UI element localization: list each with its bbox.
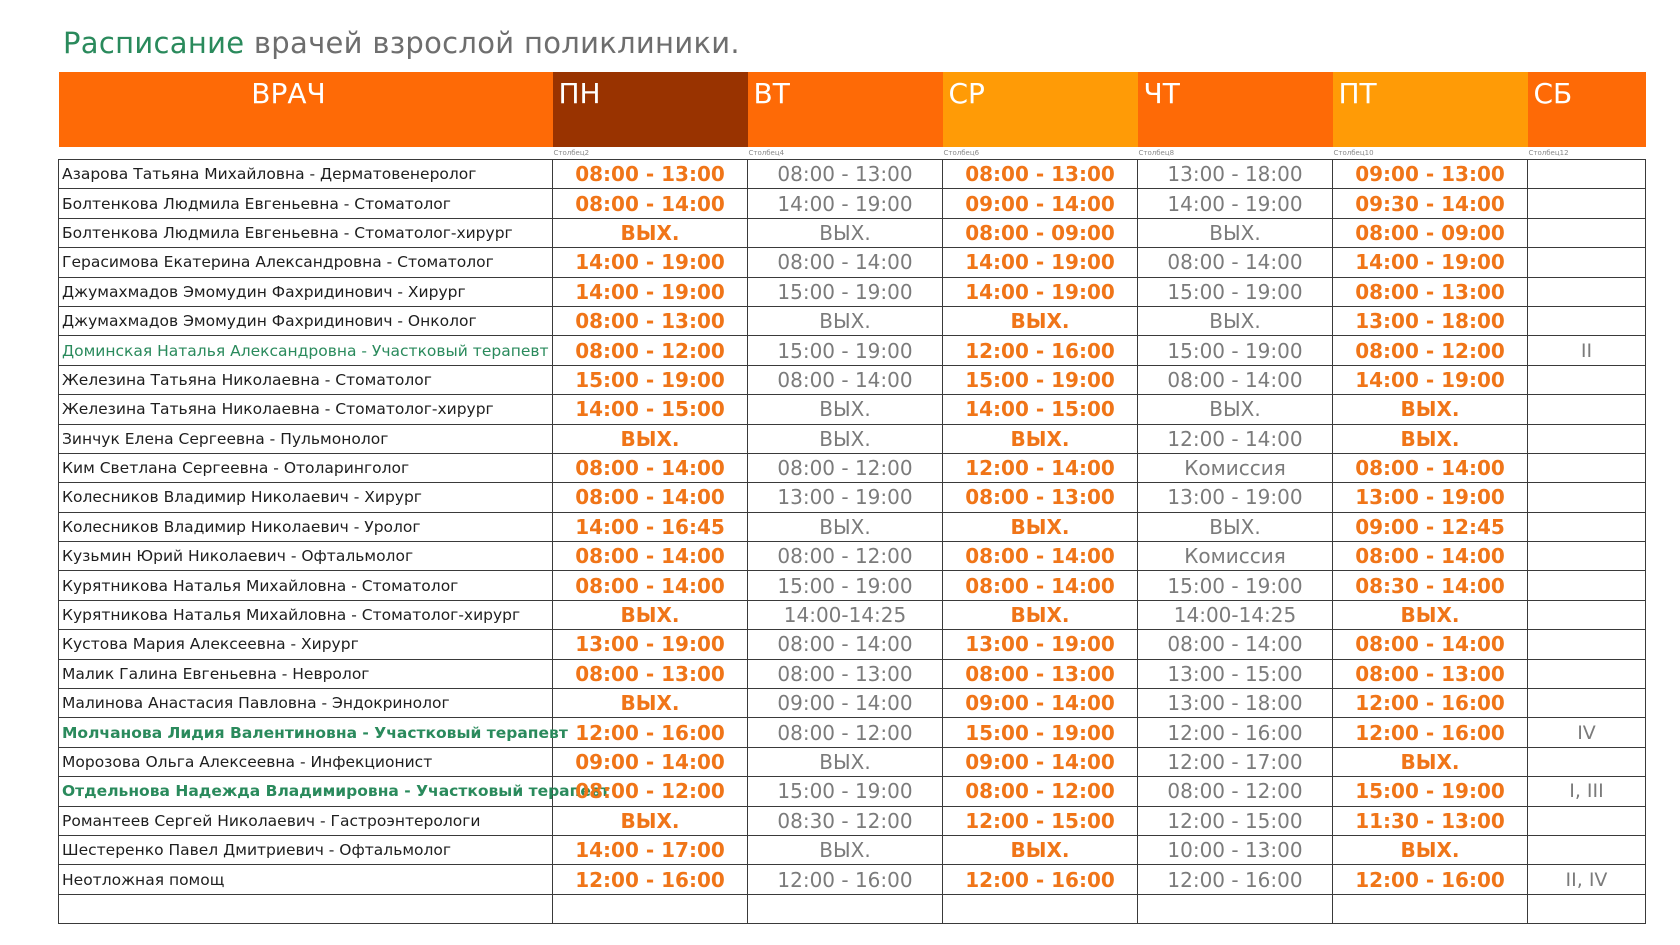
- saturday-cell[interactable]: [1528, 277, 1646, 306]
- saturday-cell[interactable]: [1528, 424, 1646, 453]
- schedule-cell[interactable]: 09:00 - 14:00: [943, 689, 1138, 718]
- saturday-cell[interactable]: [1528, 689, 1646, 718]
- table-row: [59, 542, 1646, 571]
- schedule-cell[interactable]: 12:00 - 17:00: [1138, 747, 1333, 776]
- saturday-cell[interactable]: II, IV: [1528, 865, 1646, 894]
- header-day[interactable]: СБ: [1528, 72, 1646, 147]
- doctor-cell[interactable]: Кузьмин Юрий Николаевич - Офтальмолог: [59, 542, 553, 571]
- table-row: [59, 365, 1646, 394]
- schedule-cell[interactable]: ВЫХ.: [1333, 600, 1528, 629]
- schedule-table: [58, 72, 1646, 924]
- schedule-cell[interactable]: 08:30 - 14:00: [1333, 571, 1528, 600]
- subheader-cell: Столбец12: [1528, 149, 1569, 157]
- schedule-cell[interactable]: 08:00 - 14:00: [553, 542, 748, 571]
- schedule-cell[interactable]: 08:00 - 12:00: [748, 542, 943, 571]
- schedule-cell[interactable]: 08:00 - 14:00: [553, 189, 748, 218]
- table-row: [59, 865, 1646, 894]
- schedule-cell[interactable]: ВЫХ.: [1333, 747, 1528, 776]
- table-row: [59, 718, 1646, 747]
- schedule-cell[interactable]: 08:00 - 14:00: [1138, 630, 1333, 659]
- schedule-cell[interactable]: ВЫХ.: [748, 835, 943, 864]
- schedule-cell[interactable]: 08:00 - 12:00: [1138, 777, 1333, 806]
- table-row: [59, 747, 1646, 776]
- doctor-cell[interactable]: Джумахмадов Эмомудин Фахридинович - Онколог: [59, 306, 553, 335]
- table-row: [59, 483, 1646, 512]
- doctor-cell[interactable]: Малик Галина Евгеньевна - Невролог: [59, 659, 553, 688]
- schedule-cell[interactable]: 08:00 - 13:00: [943, 483, 1138, 512]
- schedule-cell[interactable]: 12:00 - 15:00: [943, 806, 1138, 835]
- schedule-cell[interactable]: 08:00 - 14:00: [553, 483, 748, 512]
- schedule-cell[interactable]: 08:00 - 14:00: [1138, 248, 1333, 277]
- schedule-cell[interactable]: ВЫХ.: [748, 424, 943, 453]
- schedule-cell[interactable]: ВЫХ.: [943, 600, 1138, 629]
- schedule-cell[interactable]: 08:00 - 14:00: [1333, 630, 1528, 659]
- schedule-cell[interactable]: 11:30 - 13:00: [1333, 806, 1528, 835]
- table-row: [59, 835, 1646, 864]
- schedule-cell[interactable]: 14:00 - 19:00: [553, 248, 748, 277]
- schedule-cell[interactable]: 15:00 - 19:00: [748, 571, 943, 600]
- schedule-cell[interactable]: 08:00 - 12:00: [943, 777, 1138, 806]
- schedule-cell[interactable]: 08:00 - 14:00: [748, 630, 943, 659]
- schedule-cell[interactable]: 14:00 - 19:00: [748, 189, 943, 218]
- saturday-cell[interactable]: II: [1528, 336, 1646, 365]
- schedule-cell[interactable]: [553, 894, 748, 923]
- schedule-cell[interactable]: ВЫХ.: [553, 424, 748, 453]
- table-row: [59, 689, 1646, 718]
- schedule-cell[interactable]: 08:00 - 14:00: [943, 571, 1138, 600]
- table-row: [59, 600, 1646, 629]
- doctor-cell[interactable]: Железина Татьяна Николаевна - Стоматолог-хирург: [59, 395, 553, 424]
- schedule-cell[interactable]: 15:00 - 19:00: [1138, 571, 1333, 600]
- schedule-cell[interactable]: 08:00 - 13:00: [748, 160, 943, 189]
- subheader-row: [59, 147, 1646, 160]
- doctor-cell[interactable]: Морозова Ольга Алексеевна - Инфекционист: [59, 747, 553, 776]
- table-row: [59, 424, 1646, 453]
- subheader-cell: [59, 147, 553, 160]
- schedule-cell[interactable]: ВЫХ.: [553, 689, 748, 718]
- schedule-cell[interactable]: 12:00 - 16:00: [943, 865, 1138, 894]
- schedule-cell[interactable]: 08:00 - 12:00: [748, 453, 943, 482]
- schedule-cell[interactable]: 08:00 - 12:00: [748, 718, 943, 747]
- schedule-cell[interactable]: ВЫХ.: [553, 806, 748, 835]
- schedule-cell[interactable]: ВЫХ.: [1138, 512, 1333, 541]
- schedule-cell[interactable]: ВЫХ.: [943, 306, 1138, 335]
- schedule-cell[interactable]: ВЫХ.: [1333, 835, 1528, 864]
- schedule-cell[interactable]: 15:00 - 19:00: [748, 777, 943, 806]
- saturday-cell[interactable]: [1528, 248, 1646, 277]
- schedule-cell[interactable]: 08:00 - 14:00: [1333, 453, 1528, 482]
- schedule-cell[interactable]: 08:00 - 13:00: [1333, 659, 1528, 688]
- schedule-cell[interactable]: 08:00 - 14:00: [748, 248, 943, 277]
- schedule-cell[interactable]: 15:00 - 19:00: [1333, 777, 1528, 806]
- doctor-cell[interactable]: Отдельнова Надежда Владимировна - Участковый терапевт: [59, 777, 553, 806]
- doctor-cell[interactable]: Молчанова Лидия Валентиновна - Участковый терапевт: [59, 718, 553, 747]
- subheader-cell: Столбец6: [943, 149, 980, 157]
- doctor-cell[interactable]: Колесников Владимир Николаевич - Хирург: [59, 483, 553, 512]
- subheader-cell: Столбец8: [1138, 149, 1175, 157]
- schedule-cell[interactable]: 15:00 - 19:00: [1138, 336, 1333, 365]
- schedule-cell[interactable]: 12:00 - 16:00: [1333, 689, 1528, 718]
- saturday-cell[interactable]: [1528, 453, 1646, 482]
- schedule-cell[interactable]: 12:00 - 16:00: [1333, 718, 1528, 747]
- schedule-cell[interactable]: ВЫХ.: [1333, 395, 1528, 424]
- schedule-cell[interactable]: 09:00 - 14:00: [943, 189, 1138, 218]
- table-row: [59, 336, 1646, 365]
- schedule-cell[interactable]: 14:00 - 19:00: [1333, 365, 1528, 394]
- schedule-cell[interactable]: 13:00 - 19:00: [748, 483, 943, 512]
- doctor-cell[interactable]: [59, 894, 553, 923]
- doctor-cell[interactable]: Неотложная помощ: [59, 865, 553, 894]
- table-row: [59, 777, 1646, 806]
- doctor-cell[interactable]: Малинова Анастасия Павловна - Эндокринолог: [59, 689, 553, 718]
- table-row: [59, 659, 1646, 688]
- schedule-cell[interactable]: 09:30 - 14:00: [1333, 189, 1528, 218]
- schedule-cell[interactable]: 08:00 - 13:00: [748, 659, 943, 688]
- schedule-cell[interactable]: 14:00 - 19:00: [1138, 189, 1333, 218]
- table-row: [59, 806, 1646, 835]
- schedule-cell[interactable]: 13:00 - 19:00: [553, 630, 748, 659]
- schedule-cell[interactable]: Комиссия: [1138, 453, 1333, 482]
- table-row: [59, 277, 1646, 306]
- doctor-cell[interactable]: Курятникова Наталья Михайловна - Стоматолог: [59, 571, 553, 600]
- schedule-cell[interactable]: 14:00 - 16:45: [553, 512, 748, 541]
- header-day[interactable]: ЧТ: [1138, 72, 1333, 147]
- saturday-cell[interactable]: [1528, 365, 1646, 394]
- schedule-cell[interactable]: 09:00 - 14:00: [553, 747, 748, 776]
- schedule-cell[interactable]: 15:00 - 19:00: [943, 365, 1138, 394]
- schedule-cell[interactable]: 09:00 - 13:00: [1333, 160, 1528, 189]
- schedule-cell[interactable]: 08:00 - 14:00: [553, 571, 748, 600]
- schedule-cell[interactable]: 08:00 - 14:00: [748, 365, 943, 394]
- schedule-cell[interactable]: Комиссия: [1138, 542, 1333, 571]
- schedule-cell[interactable]: [1333, 894, 1528, 923]
- subheader-cell: Столбец2: [553, 149, 590, 157]
- schedule-cell[interactable]: 14:00 - 15:00: [943, 395, 1138, 424]
- schedule-cell[interactable]: 08:00 - 13:00: [553, 160, 748, 189]
- schedule-cell[interactable]: 08:00 - 13:00: [553, 306, 748, 335]
- schedule-cell[interactable]: 08:30 - 12:00: [748, 806, 943, 835]
- schedule-cell[interactable]: 14:00 - 15:00: [553, 395, 748, 424]
- table-row: [59, 894, 1646, 923]
- doctor-cell[interactable]: Курятникова Наталья Михайловна - Стоматолог-хирург: [59, 600, 553, 629]
- saturday-cell[interactable]: [1528, 835, 1646, 864]
- subheader-cell: Столбец10: [1333, 149, 1374, 157]
- header-row: [59, 72, 1646, 147]
- schedule-cell[interactable]: 12:00 - 16:00: [748, 865, 943, 894]
- schedule-cell[interactable]: [1138, 894, 1333, 923]
- schedule-cell[interactable]: ВЫХ.: [748, 395, 943, 424]
- schedule-cell[interactable]: 08:00 - 14:00: [1333, 542, 1528, 571]
- schedule-cell[interactable]: 08:00 - 14:00: [553, 453, 748, 482]
- table-row: [59, 218, 1646, 247]
- schedule-sheet: [58, 72, 1645, 922]
- saturday-cell[interactable]: I, III: [1528, 777, 1646, 806]
- table-row: [59, 453, 1646, 482]
- schedule-cell[interactable]: 08:00 - 13:00: [1333, 277, 1528, 306]
- schedule-cell[interactable]: ВЫХ.: [1138, 218, 1333, 247]
- schedule-cell[interactable]: 12:00 - 16:00: [1333, 865, 1528, 894]
- header-day[interactable]: ПН: [553, 72, 748, 147]
- subheader-cell: Столбец4: [748, 149, 785, 157]
- schedule-cell[interactable]: 15:00 - 19:00: [748, 277, 943, 306]
- schedule-cell[interactable]: ВЫХ.: [748, 512, 943, 541]
- doctor-cell[interactable]: Герасимова Екатерина Александровна - Стоматолог: [59, 248, 553, 277]
- saturday-cell[interactable]: [1528, 395, 1646, 424]
- schedule-cell[interactable]: 12:00 - 16:00: [1138, 865, 1333, 894]
- doctor-cell[interactable]: Болтенкова Людмила Евгеньевна - Стоматолог-хирург: [59, 218, 553, 247]
- saturday-cell[interactable]: [1528, 600, 1646, 629]
- schedule-cell[interactable]: 13:00 - 19:00: [1333, 483, 1528, 512]
- page-title-accent: Расписание: [63, 26, 245, 60]
- schedule-cell[interactable]: 12:00 - 15:00: [1138, 806, 1333, 835]
- schedule-cell[interactable]: 14:00-14:25: [1138, 600, 1333, 629]
- doctor-cell[interactable]: Азарова Татьяна Михайловна - Дерматовенеролог: [59, 160, 553, 189]
- header-day[interactable]: СР: [943, 72, 1138, 147]
- schedule-cell[interactable]: ВЫХ.: [1138, 306, 1333, 335]
- schedule-cell[interactable]: ВЫХ.: [943, 512, 1138, 541]
- schedule-cell[interactable]: ВЫХ.: [1138, 395, 1333, 424]
- saturday-cell[interactable]: [1528, 306, 1646, 335]
- table-row: [59, 160, 1646, 189]
- schedule-cell[interactable]: 08:00 - 14:00: [1138, 365, 1333, 394]
- schedule-cell[interactable]: [748, 894, 943, 923]
- schedule-cell[interactable]: 10:00 - 13:00: [1138, 835, 1333, 864]
- schedule-cell[interactable]: 08:00 - 12:00: [553, 777, 748, 806]
- doctor-cell[interactable]: Кустова Мария Алексеевна - Хирург: [59, 630, 553, 659]
- saturday-cell[interactable]: [1528, 218, 1646, 247]
- schedule-cell[interactable]: 12:00 - 16:00: [553, 865, 748, 894]
- schedule-cell[interactable]: 13:00 - 18:00: [1138, 689, 1333, 718]
- doctor-cell[interactable]: Доминская Наталья Александровна - Участковый терапевт: [59, 336, 553, 365]
- table-row: [59, 571, 1646, 600]
- schedule-cell[interactable]: 14:00 - 17:00: [553, 835, 748, 864]
- saturday-cell[interactable]: [1528, 483, 1646, 512]
- schedule-cell[interactable]: 08:00 - 12:00: [1333, 336, 1528, 365]
- schedule-cell[interactable]: 08:00 - 09:00: [1333, 218, 1528, 247]
- schedule-cell[interactable]: 12:00 - 16:00: [553, 718, 748, 747]
- schedule-cell[interactable]: 14:00 - 19:00: [943, 277, 1138, 306]
- saturday-cell[interactable]: [1528, 189, 1646, 218]
- saturday-cell[interactable]: [1528, 571, 1646, 600]
- saturday-cell[interactable]: [1528, 806, 1646, 835]
- schedule-cell[interactable]: 12:00 - 14:00: [1138, 424, 1333, 453]
- saturday-cell[interactable]: [1528, 894, 1646, 923]
- schedule-cell[interactable]: 08:00 - 09:00: [943, 218, 1138, 247]
- schedule-cell[interactable]: 09:00 - 14:00: [748, 689, 943, 718]
- saturday-cell[interactable]: IV: [1528, 718, 1646, 747]
- header-day[interactable]: ВТ: [748, 72, 943, 147]
- schedule-cell[interactable]: 14:00 - 19:00: [553, 277, 748, 306]
- schedule-cell[interactable]: 15:00 - 19:00: [1138, 277, 1333, 306]
- schedule-cell[interactable]: 08:00 - 13:00: [943, 659, 1138, 688]
- schedule-cell[interactable]: ВЫХ.: [748, 747, 943, 776]
- doctor-cell[interactable]: Шестеренко Павел Дмитриевич - Офтальмолог: [59, 835, 553, 864]
- table-row: [59, 630, 1646, 659]
- schedule-cell[interactable]: 14:00 - 19:00: [943, 248, 1138, 277]
- schedule-cell[interactable]: 12:00 - 14:00: [943, 453, 1138, 482]
- schedule-cell[interactable]: 13:00 - 19:00: [1138, 483, 1333, 512]
- page-title: [63, 26, 740, 60]
- schedule-cell[interactable]: 14:00 - 19:00: [1333, 248, 1528, 277]
- table-row: [59, 189, 1646, 218]
- doctor-cell[interactable]: Романтеев Сергей Николаевич - Гастроэнтерологи: [59, 806, 553, 835]
- schedule-cell[interactable]: ВЫХ.: [553, 218, 748, 247]
- schedule-cell[interactable]: 08:00 - 12:00: [553, 336, 748, 365]
- schedule-cell[interactable]: ВЫХ.: [1333, 424, 1528, 453]
- schedule-cell[interactable]: ВЫХ.: [943, 835, 1138, 864]
- schedule-cell[interactable]: 12:00 - 16:00: [1138, 718, 1333, 747]
- schedule-cell[interactable]: 13:00 - 15:00: [1138, 659, 1333, 688]
- schedule-cell[interactable]: 15:00 - 19:00: [553, 365, 748, 394]
- schedule-cell[interactable]: 15:00 - 19:00: [748, 336, 943, 365]
- schedule-cell[interactable]: ВЫХ.: [748, 218, 943, 247]
- doctor-cell[interactable]: Железина Татьяна Николаевна - Стоматолог: [59, 365, 553, 394]
- doctor-cell[interactable]: Ким Светлана Сергеевна - Отоларинголог: [59, 453, 553, 482]
- schedule-cell[interactable]: 09:00 - 12:45: [1333, 512, 1528, 541]
- table-row: [59, 395, 1646, 424]
- schedule-cell[interactable]: [943, 894, 1138, 923]
- schedule-cell[interactable]: 12:00 - 16:00: [943, 336, 1138, 365]
- table-row: [59, 248, 1646, 277]
- doctor-cell[interactable]: Болтенкова Людмила Евгеньевна - Стоматолог: [59, 189, 553, 218]
- schedule-cell[interactable]: 08:00 - 14:00: [943, 542, 1138, 571]
- schedule-cell[interactable]: 13:00 - 18:00: [1138, 160, 1333, 189]
- saturday-cell[interactable]: [1528, 160, 1646, 189]
- schedule-body: [59, 160, 1646, 924]
- doctor-cell[interactable]: Колесников Владимир Николаевич - Уролог: [59, 512, 553, 541]
- schedule-cell[interactable]: 14:00-14:25: [748, 600, 943, 629]
- header-doctor[interactable]: ВРАЧ: [59, 72, 553, 147]
- saturday-cell[interactable]: [1528, 630, 1646, 659]
- saturday-cell[interactable]: [1528, 512, 1646, 541]
- saturday-cell[interactable]: [1528, 747, 1646, 776]
- saturday-cell[interactable]: [1528, 659, 1646, 688]
- header-day[interactable]: ПТ: [1333, 72, 1528, 147]
- table-row: [59, 306, 1646, 335]
- schedule-cell[interactable]: 09:00 - 14:00: [943, 747, 1138, 776]
- schedule-cell[interactable]: 13:00 - 19:00: [943, 630, 1138, 659]
- table-row: [59, 512, 1646, 541]
- schedule-cell[interactable]: 15:00 - 19:00: [943, 718, 1138, 747]
- doctor-cell[interactable]: Джумахмадов Эмомудин Фахридинович - Хирург: [59, 277, 553, 306]
- schedule-cell[interactable]: 13:00 - 18:00: [1333, 306, 1528, 335]
- schedule-cell[interactable]: 08:00 - 13:00: [553, 659, 748, 688]
- schedule-cell[interactable]: ВЫХ.: [553, 600, 748, 629]
- page-title-rest: врачей взрослой поликлиники.: [244, 26, 740, 60]
- saturday-cell[interactable]: [1528, 542, 1646, 571]
- doctor-cell[interactable]: Зинчук Елена Сергеевна - Пульмонолог: [59, 424, 553, 453]
- schedule-cell[interactable]: 08:00 - 13:00: [943, 160, 1138, 189]
- schedule-cell[interactable]: ВЫХ.: [748, 306, 943, 335]
- schedule-cell[interactable]: ВЫХ.: [943, 424, 1138, 453]
